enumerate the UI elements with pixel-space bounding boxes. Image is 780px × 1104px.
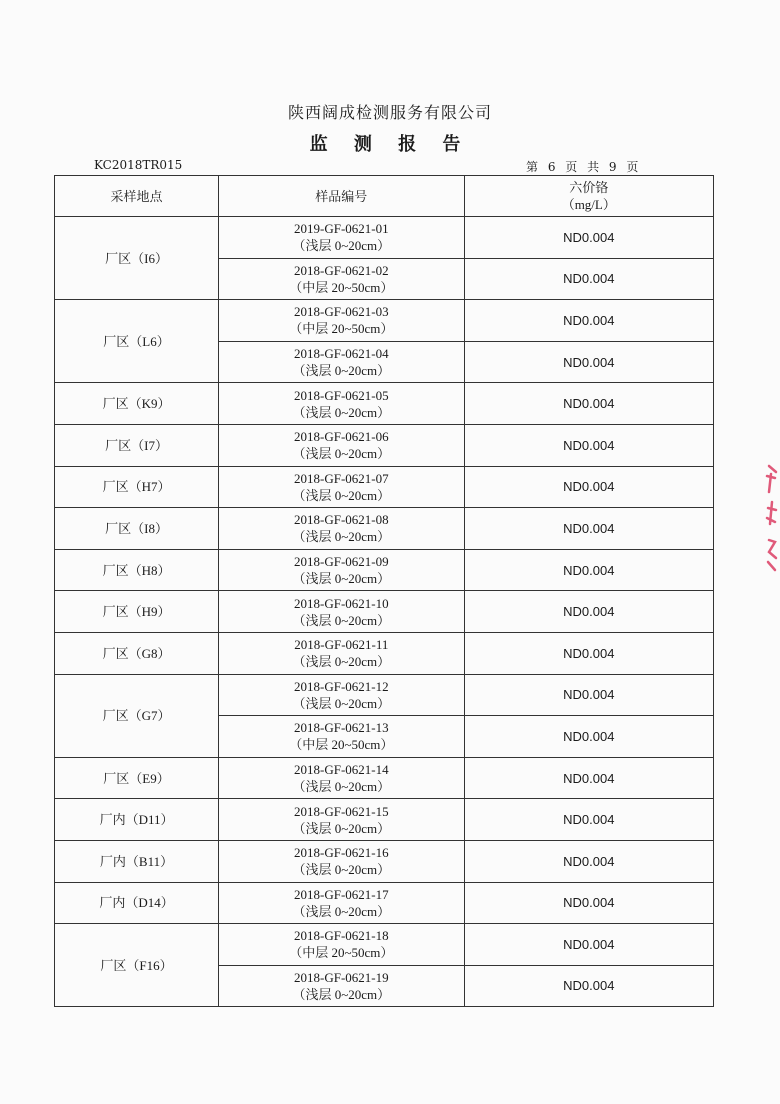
sample-code-cell — [219, 632, 465, 674]
sample-layer: （浅层 0~20cm） — [292, 363, 391, 379]
table-row — [55, 549, 714, 591]
sample-code: 2018-GF-0621-13 — [294, 720, 389, 736]
page-info: 第 6 页 共 9 页 — [526, 160, 640, 174]
value-cell: ND0.004 — [464, 674, 713, 716]
sample-layer: （中层 20~50cm） — [289, 945, 394, 961]
location-cell: 厂内（D11） — [55, 799, 219, 841]
sample-code: 2018-GF-0621-16 — [294, 845, 389, 861]
sample-code-cell — [219, 674, 465, 716]
value-cell: ND0.004 — [464, 591, 713, 633]
sample-code: 2018-GF-0621-14 — [294, 762, 389, 778]
table-row — [55, 674, 714, 716]
sample-code-cell — [219, 840, 465, 882]
sample-code: 2018-GF-0621-08 — [294, 512, 389, 528]
sample-code-cell — [219, 424, 465, 466]
report-title: 监 测 报 告 — [309, 134, 471, 155]
value-cell: ND0.004 — [464, 424, 713, 466]
sample-layer: （浅层 0~20cm） — [292, 862, 391, 878]
sample-code: 2018-GF-0621-19 — [294, 969, 389, 985]
sample-code: 2018-GF-0621-18 — [294, 928, 389, 944]
sample-code: 2018-GF-0621-03 — [294, 304, 389, 320]
location-cell: 厂区（E9） — [55, 757, 219, 799]
header-sample-no: 样品编号 — [219, 176, 465, 217]
sample-code: 2019-GF-0621-01 — [294, 221, 389, 237]
company-name: 陕西阔成检测服务有限公司 — [287, 103, 492, 122]
value-cell: ND0.004 — [464, 341, 713, 383]
sample-code: 2018-GF-0621-06 — [294, 429, 389, 445]
value-cell: ND0.004 — [464, 757, 713, 799]
document-number: KC2018TR015 — [94, 158, 183, 172]
table-row — [55, 799, 714, 841]
location-cell: 厂区（G8） — [55, 632, 219, 674]
value-cell: ND0.004 — [464, 840, 713, 882]
table-row — [55, 632, 714, 674]
table-row — [55, 383, 714, 425]
sample-code: 2018-GF-0621-11 — [294, 637, 389, 653]
sample-layer: （浅层 0~20cm） — [292, 779, 391, 795]
table-row — [55, 217, 714, 259]
table-row — [55, 591, 714, 633]
table-row — [55, 757, 714, 799]
table-row — [55, 424, 714, 466]
red-seal-fragment — [763, 462, 779, 582]
table-row — [55, 300, 714, 342]
sample-code-cell — [219, 549, 465, 591]
sample-code: 2018-GF-0621-10 — [294, 595, 389, 611]
sample-code-cell — [219, 591, 465, 633]
header-location: 采样地点 — [55, 176, 219, 217]
table-row — [55, 466, 714, 508]
sample-code-cell — [219, 383, 465, 425]
location-cell: 厂区（K9） — [55, 383, 219, 425]
sample-layer: （浅层 0~20cm） — [292, 612, 391, 628]
sample-code: 2018-GF-0621-04 — [294, 346, 389, 362]
sample-code-cell — [219, 258, 465, 300]
header-param-unit: （mg/L） — [561, 197, 616, 212]
sample-layer: （中层 20~50cm） — [289, 737, 394, 753]
value-cell: ND0.004 — [464, 632, 713, 674]
sample-layer: （浅层 0~20cm） — [292, 238, 391, 254]
sample-code-cell — [219, 882, 465, 924]
value-cell: ND0.004 — [464, 383, 713, 425]
sample-layer: （浅层 0~20cm） — [292, 820, 391, 836]
sample-layer: （浅层 0~20cm） — [292, 446, 391, 462]
sample-layer: （浅层 0~20cm） — [292, 695, 391, 711]
location-cell: 厂区（F16） — [55, 924, 219, 1007]
sample-layer: （中层 20~50cm） — [289, 279, 394, 295]
sample-layer: （浅层 0~20cm） — [292, 404, 391, 420]
table-row — [55, 508, 714, 550]
value-cell: ND0.004 — [464, 716, 713, 758]
sample-code-cell — [219, 300, 465, 342]
results-table — [54, 175, 714, 1007]
value-cell: ND0.004 — [464, 882, 713, 924]
value-cell: ND0.004 — [464, 549, 713, 591]
location-cell: 厂区（H8） — [55, 549, 219, 591]
sample-code-cell — [219, 466, 465, 508]
value-cell: ND0.004 — [464, 965, 713, 1007]
sample-code: 2018-GF-0621-15 — [294, 803, 389, 819]
location-cell: 厂区（I6） — [55, 217, 219, 300]
sample-code-cell — [219, 757, 465, 799]
sample-code-cell — [219, 799, 465, 841]
location-cell: 厂区（I7） — [55, 424, 219, 466]
sample-layer: （中层 20~50cm） — [289, 321, 394, 337]
sample-layer: （浅层 0~20cm） — [292, 654, 391, 670]
sample-code-cell — [219, 508, 465, 550]
sample-layer: （浅层 0~20cm） — [292, 571, 391, 587]
location-cell: 厂区（I8） — [55, 508, 219, 550]
sample-layer: （浅层 0~20cm） — [292, 986, 391, 1002]
sample-code: 2018-GF-0621-05 — [294, 387, 389, 403]
value-cell: ND0.004 — [464, 924, 713, 966]
location-cell: 厂区（H9） — [55, 591, 219, 633]
location-cell: 厂内（D14） — [55, 882, 219, 924]
table-body — [55, 217, 714, 1007]
location-cell: 厂区（G7） — [55, 674, 219, 757]
sample-code-cell — [219, 965, 465, 1007]
table-row — [55, 840, 714, 882]
table-row — [55, 924, 714, 966]
header-parameter — [464, 176, 713, 217]
table-row — [55, 882, 714, 924]
header-param-name: 六价铬 — [569, 180, 609, 195]
value-cell: ND0.004 — [464, 300, 713, 342]
sample-layer: （浅层 0~20cm） — [292, 903, 391, 919]
sample-code: 2018-GF-0621-09 — [294, 554, 389, 570]
location-cell: 厂内（B11） — [55, 840, 219, 882]
value-cell: ND0.004 — [464, 508, 713, 550]
sample-code: 2018-GF-0621-12 — [294, 678, 389, 694]
value-cell: ND0.004 — [464, 466, 713, 508]
value-cell: ND0.004 — [464, 799, 713, 841]
sample-code: 2018-GF-0621-17 — [294, 886, 389, 902]
location-cell: 厂区（H7） — [55, 466, 219, 508]
value-cell: ND0.004 — [464, 217, 713, 259]
sample-code: 2018-GF-0621-07 — [294, 470, 389, 486]
sample-code: 2018-GF-0621-02 — [294, 262, 389, 278]
sample-layer: （浅层 0~20cm） — [292, 487, 391, 503]
sample-code-cell — [219, 716, 465, 758]
sample-code-cell — [219, 341, 465, 383]
sample-code-cell — [219, 924, 465, 966]
sample-code-cell — [219, 217, 465, 259]
location-cell: 厂区（L6） — [55, 300, 219, 383]
value-cell: ND0.004 — [464, 258, 713, 300]
table-header-row — [55, 176, 714, 217]
sample-layer: （浅层 0~20cm） — [292, 529, 391, 545]
